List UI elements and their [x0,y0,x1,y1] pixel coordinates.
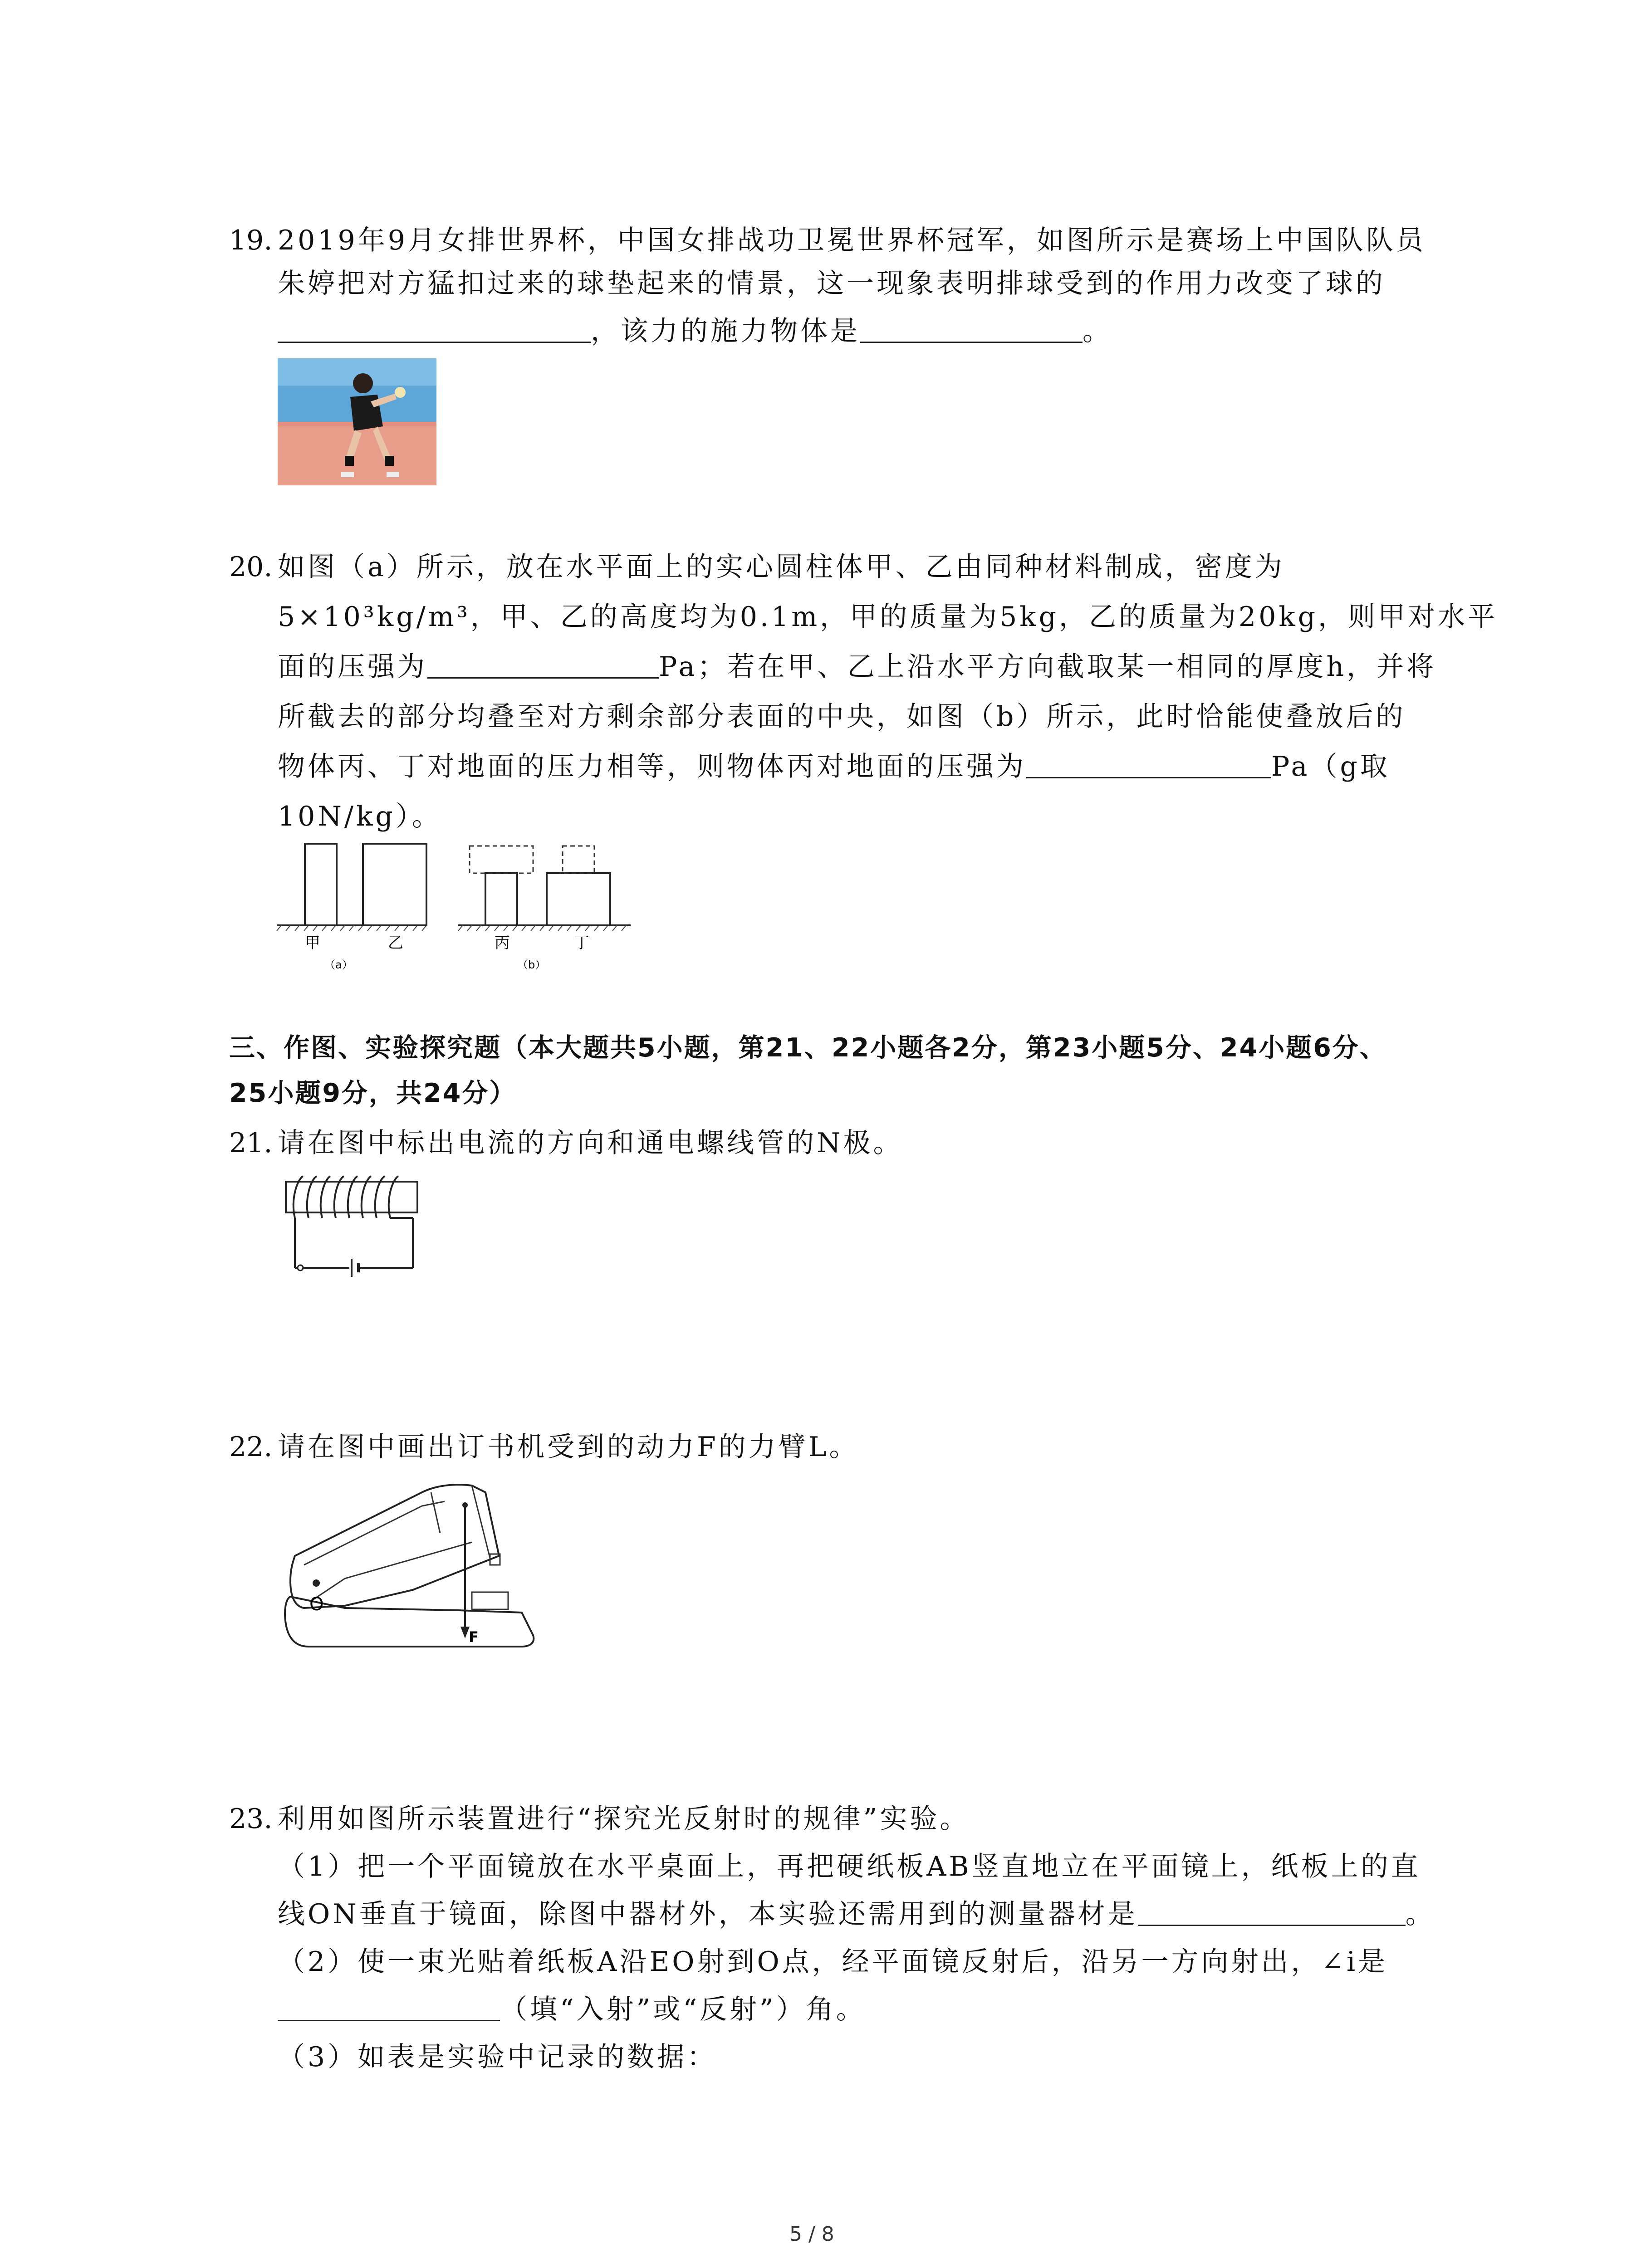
question-19-line-3-mid: ，该力的施力物体是 [591,315,860,347]
answer-blank-20b[interactable] [1026,752,1271,778]
question-20-line-5-post: Pa（g取 [1271,751,1390,782]
question-19-line-1: 2019年9月女排世界杯，中国女排战功卫冕世界杯冠军，如图所示是赛场上中国队队员 [278,225,1426,256]
question-20-line-3 [278,649,1436,685]
force-f-label: F [469,1628,479,1646]
question-23-number: 23. [229,1803,273,1835]
answer-blank-19b[interactable] [860,316,1083,343]
question-20-line-6: 10N/kg）。 [278,801,442,832]
question-23-line-5-post: （填“入射”或“反射”）角。 [500,1994,866,2025]
label-b: （b） [517,958,546,971]
answer-blank-23b[interactable] [278,1994,500,2021]
stapler-arm [290,1485,499,1608]
question-23-line-5 [278,1991,866,2028]
stacked-piece-on-ding [563,846,594,873]
question-22-text: 请在图中画出订书机受到的动力F的力臂L。 [278,1431,859,1463]
question-22-number: 22. [229,1431,273,1463]
question-21-text: 请在图中标出电流的方向和通电螺线管的N极。 [278,1127,903,1159]
cylinder-bing [485,873,517,925]
page-number: 5 / 8 [789,2223,834,2246]
question-19-line-3-end: 。 [1083,315,1112,347]
solenoid-circuit-figure [277,1173,431,1281]
question-23-line-1: 利用如图所示装置进行“探究光反射时的规律”实验。 [278,1803,970,1835]
question-21-number: 21. [229,1127,273,1159]
label-a: （a） [324,958,353,971]
answer-blank-23a[interactable] [1138,1899,1406,1926]
question-23-line-4: （2）使一束光贴着纸板A沿EO射到O点，经平面镜反射后，沿另一方向射出，∠i是 [278,1946,1388,1978]
question-20-number: 20. [229,551,273,583]
answer-blank-20a[interactable] [427,652,659,679]
volleyball-player-photo [278,358,436,485]
question-19-number: 19. [229,225,273,256]
cylinder-jia [305,844,337,925]
question-23-line-3 [278,1896,1435,1932]
question-23-line-3-pre: 线ON垂直于镜面，除图中器材外，本实验还需用到的测量器材是 [278,1898,1138,1930]
question-23-line-3-end: 。 [1405,1898,1435,1930]
answer-blank-19a[interactable] [278,316,591,343]
question-20-line-1: 如图（a）所示，放在水平面上的实心圆柱体甲、乙由同种材料制成，密度为 [278,551,1285,583]
stapler-figure [277,1474,540,1656]
question-19-line-3 [278,313,1112,349]
label-ding: 丁 [574,934,589,952]
section-3-heading-line-1: 三、作图、实验探究题（本大题共5小题，第21、22小题各2分，第23小题5分、24小题6分、 [229,1033,1387,1063]
question-20-line-3-pre: 面的压强为 [278,651,427,683]
question-19-line-2: 朱婷把对方猛扣过来的球垫起来的情景，这一现象表明排球受到的作用力改变了球的 [278,268,1386,299]
question-20-line-4: 所截去的部分均叠至对方剩余部分表面的中央，如图（b）所示，此时恰能使叠放后的 [278,701,1406,733]
section-3-heading-line-2: 25小题9分，共24分） [229,1078,517,1108]
cylinders-figure [272,835,644,984]
question-23-line-6: （3）如表是实验中记录的数据： [278,2041,717,2073]
pivot-point [313,1579,320,1587]
pivot-label-o: O [309,1594,324,1615]
question-20-line-5 [278,748,1390,785]
label-jia: 甲 [305,934,320,952]
cylinder-ding [547,873,610,925]
cylinder-yi [363,844,426,925]
question-20-line-5-pre: 物体丙、丁对地面的压力相等，则物体丙对地面的压强为 [278,751,1026,782]
question-20-line-2: 5×10³kg/m³，甲、乙的高度均为0.1m，甲的质量为5kg，乙的质量为20kg，则甲对水平 [278,601,1498,633]
label-yi: 乙 [388,934,403,952]
question-23-line-2: （1）把一个平面镜放在水平桌面上，再把硬纸板AB竖直地立在平面镜上，纸板上的直 [278,1851,1421,1882]
stacked-piece-on-bing [470,846,533,873]
label-bing: 丙 [495,934,510,952]
question-20-line-3-post: Pa；若在甲、乙上沿水平方向截取某一相同的厚度h，并将 [659,651,1437,683]
